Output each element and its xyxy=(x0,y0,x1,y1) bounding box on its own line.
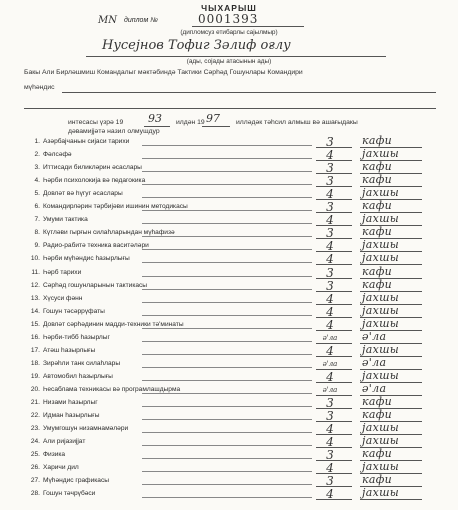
subject-grade: 4 xyxy=(326,461,334,476)
subject-name: Сәрһәд гошунларынын тактикасы xyxy=(43,281,148,289)
subject-grade: 3 xyxy=(326,161,334,176)
subject-name: Умумгошун низамнамәләри xyxy=(43,425,129,433)
subject-leader-line xyxy=(142,276,312,277)
subject-number: 27. xyxy=(30,477,40,485)
subject-number: 21. xyxy=(30,399,40,406)
subject-name: Умуми тактика xyxy=(43,216,88,224)
subject-leader-line xyxy=(142,145,312,146)
subject-grade: 4 xyxy=(326,422,334,437)
subject-name: Низами һазырлыг xyxy=(43,399,98,406)
subject-number: 11. xyxy=(31,268,40,276)
document-title: ЧЫХАРЫШ xyxy=(201,3,257,13)
subject-grade-word: кафи xyxy=(362,408,393,422)
subject-grade: 4 xyxy=(326,343,334,358)
subject-leader-line xyxy=(142,158,312,159)
subject-name: Хүсуси фәнн xyxy=(43,294,83,302)
subject-name: Зирәһли танк силаһлары xyxy=(43,359,121,367)
end-year-line xyxy=(202,126,230,127)
subject-number: 28. xyxy=(30,490,40,498)
name-line xyxy=(86,56,386,57)
subject-grade-word: јахшы xyxy=(362,342,400,356)
subject-grade: ә'ла xyxy=(322,333,338,342)
subject-name: Харичи дил xyxy=(43,464,79,472)
subject-name: Довләт вә hүгуг әсаслары xyxy=(43,190,123,198)
subject-grade: ә'ла xyxy=(322,385,338,394)
subject-grade: 3 xyxy=(326,174,334,189)
subject-number: 3. xyxy=(34,164,40,172)
subject-number: 13. xyxy=(30,294,40,302)
grade-word-line xyxy=(360,499,422,500)
subject-row xyxy=(24,487,444,503)
subject-grade-word: јахшы xyxy=(362,368,400,382)
subject-grade-word: јахшы xyxy=(362,251,400,265)
subject-leader-line xyxy=(142,458,312,459)
subject-leader-line xyxy=(142,419,312,420)
subject-grade: 4 xyxy=(326,317,334,332)
subject-name: Һесаблама техникасы вә програмлашдырма xyxy=(43,385,181,393)
subject-number: 7. xyxy=(34,216,40,224)
subject-grade: 3 xyxy=(326,135,334,149)
subject-grade-word: ә'ла xyxy=(362,381,387,395)
subject-name: Идман һазырлығы xyxy=(43,412,100,420)
subject-grade-word: јахшы xyxy=(362,238,400,252)
subject-name: Командирләрин тәрбијәви ишинин методикасы xyxy=(43,203,188,211)
subject-number: 1. xyxy=(34,138,40,145)
subject-number: 23. xyxy=(30,425,40,433)
subject-number: 2. xyxy=(34,151,40,159)
subject-name: Мүһәндис графикасы xyxy=(43,477,110,485)
subject-name: Фәлсәфә xyxy=(43,151,72,159)
subject-grade-word: јахшы xyxy=(362,316,400,330)
institution-line-rule xyxy=(62,92,436,93)
subject-leader-line xyxy=(142,432,312,433)
subject-grade-word: јахшы xyxy=(362,434,400,448)
subject-grade-word: кафи xyxy=(362,199,393,213)
subject-grade: 3 xyxy=(326,278,334,293)
subject-grade-word: ә'ла xyxy=(362,355,387,369)
subject-grade-word: кафи xyxy=(362,395,393,408)
subject-grade-word: кафи xyxy=(362,160,393,174)
study-prefix: интесасы үзрә 19 xyxy=(68,119,124,126)
subject-grade: 4 xyxy=(326,369,334,384)
subject-leader-line xyxy=(142,262,312,263)
subject-grade-word: кафи xyxy=(362,447,393,461)
subject-leader-line xyxy=(142,328,312,329)
subject-grade-word: кафи xyxy=(362,277,393,291)
diploma-note: (диплом​сyз етибарлы сајылмыр) xyxy=(180,29,278,36)
subject-name: Һәрб тарихи xyxy=(43,268,82,276)
subject-grade-word: јахшы xyxy=(362,460,400,474)
subject-grade: 3 xyxy=(326,474,334,489)
subject-name: Иттисади билик​ләрин әсаслары xyxy=(43,164,142,172)
subject-grade: 4 xyxy=(326,291,334,306)
grade-line xyxy=(316,499,352,500)
subject-number: 17. xyxy=(30,346,40,354)
subject-name: Гошун тәчрүбәси xyxy=(43,490,96,498)
subject-grade-word: јахшы xyxy=(362,186,400,200)
end-year: 97 xyxy=(206,112,220,125)
subject-number: 10. xyxy=(30,255,40,263)
subject-leader-line xyxy=(142,497,312,498)
subject-leader-line xyxy=(142,445,312,446)
subject-grade: 4 xyxy=(326,148,334,163)
subject-grade-word: јахшы xyxy=(362,421,400,435)
subject-grade-word: јахшы xyxy=(362,486,400,500)
subject-number: 26. xyxy=(30,464,40,472)
subject-leader-line xyxy=(142,471,312,472)
blank-rule xyxy=(24,108,436,109)
subject-leader-line xyxy=(142,184,312,185)
subject-number: 12. xyxy=(30,281,40,289)
subject-leader-line xyxy=(142,302,312,303)
subject-leader-line xyxy=(142,171,312,172)
subject-name: Атәш һазырлығы xyxy=(43,346,96,354)
subject-number: 4. xyxy=(34,177,40,185)
subject-grade: 4 xyxy=(326,435,334,450)
subject-leader-line xyxy=(142,380,312,381)
subject-grade: 4 xyxy=(326,304,334,319)
start-year-line xyxy=(144,126,170,127)
subject-leader-line xyxy=(142,354,312,355)
subject-name: Күтләви гырғын силаһларындан мүһафизә xyxy=(43,229,175,237)
study-middle: илдән 19 xyxy=(176,119,205,126)
study-suffix: илләдәк тәһсил алмыш вә ашағыдакы xyxy=(236,119,358,126)
subject-number: 16. xyxy=(30,333,40,341)
subject-number: 15. xyxy=(30,320,40,328)
subject-leader-line xyxy=(142,484,312,485)
subject-number: 14. xyxy=(30,307,40,315)
subject-grade: 4 xyxy=(326,239,334,254)
institution-line-2: мүһәндис xyxy=(24,84,55,91)
subject-grade: ә'ла xyxy=(322,359,338,368)
subject-grade-word: кафи xyxy=(362,134,393,147)
subject-name: Довләт сәрһәдинин мадди-техники тә'минаты xyxy=(43,320,184,328)
study-line-2: дәвамијјәтә назил олмушдур xyxy=(68,128,160,135)
subject-name: Али ријазијјат xyxy=(43,438,86,446)
subject-grade: 3 xyxy=(326,396,334,410)
subject-leader-line xyxy=(142,223,312,224)
subject-number: 25. xyxy=(30,451,40,459)
diploma-number-line xyxy=(192,26,304,27)
subject-name: Гошун тәсәррүфаты xyxy=(43,307,105,315)
subject-grade-word: јахшы xyxy=(362,290,400,304)
subject-name: Автомобил һазырлығы xyxy=(43,372,113,380)
subject-number: 9. xyxy=(34,242,40,250)
subject-leader-line xyxy=(142,406,312,407)
subject-leader-line xyxy=(142,249,312,250)
diploma-prefix: МN xyxy=(98,15,117,26)
subject-grade-word: јахшы xyxy=(362,147,400,161)
subject-grade-word: кафи xyxy=(362,173,393,187)
subject-leader-line xyxy=(142,393,312,394)
subject-number: 6. xyxy=(34,203,40,211)
name-caption: (ады, сојады атасынын ады) xyxy=(186,58,272,65)
subject-leader-line xyxy=(142,367,312,368)
subject-grade: 3 xyxy=(326,448,334,463)
subject-grade-word: кафи xyxy=(362,264,393,278)
subject-leader-line xyxy=(142,315,312,316)
subject-grade: 4 xyxy=(326,487,334,502)
subject-number: 18. xyxy=(30,359,40,367)
subject-grade-word: кафи xyxy=(362,473,393,487)
subject-grade: 3 xyxy=(326,200,334,215)
subject-grade: 4 xyxy=(326,187,334,202)
institution-line-1: Бакы Али Бирләшмиш Командалыг мәктәбиндә Тактики Сәрһəд Гошунлары Командири xyxy=(24,69,303,76)
subject-grade-word: ә'ла xyxy=(362,329,387,343)
subject-name: Радио-рабитә техника васитәләри xyxy=(43,242,149,250)
subject-grade: 3 xyxy=(326,265,334,280)
subject-grade-word: јахшы xyxy=(362,303,400,317)
subject-name: Һәрби-тибб һазырлыг xyxy=(43,333,110,341)
diploma-label: диплом № xyxy=(124,17,158,24)
subject-number: 22. xyxy=(30,412,40,420)
subject-name: Азәрбајчанын сијаси тарихи xyxy=(43,138,130,145)
subject-number: 24. xyxy=(30,438,40,446)
subject-grade: 3 xyxy=(326,226,334,241)
subject-leader-line xyxy=(142,236,312,237)
subject-leader-line xyxy=(142,210,312,211)
start-year: 93 xyxy=(148,112,162,125)
subject-leader-line xyxy=(142,289,312,290)
subject-number: 5. xyxy=(34,190,40,198)
subject-leader-line xyxy=(142,197,312,198)
subject-leader-line xyxy=(142,341,312,342)
subject-name: Һәрби психолокија вә педагокика xyxy=(43,177,146,185)
subject-grade: 4 xyxy=(326,213,334,228)
subject-grade-word: јахшы xyxy=(362,212,400,226)
subject-grade: 4 xyxy=(326,252,334,267)
subject-number: 19. xyxy=(30,372,40,380)
subject-grade: 3 xyxy=(326,409,334,424)
holder-name: Нусејнов Тофиг Зәлиф оғлу xyxy=(102,38,291,53)
subject-number: 8. xyxy=(34,229,40,237)
subject-name: Һәрби мүһәндис һазырлығы xyxy=(43,255,130,263)
subject-grade-word: кафи xyxy=(362,225,393,239)
diploma-number: 0001393 xyxy=(198,12,259,26)
subject-name: Физика xyxy=(43,451,66,459)
subject-number: 20. xyxy=(30,385,40,393)
